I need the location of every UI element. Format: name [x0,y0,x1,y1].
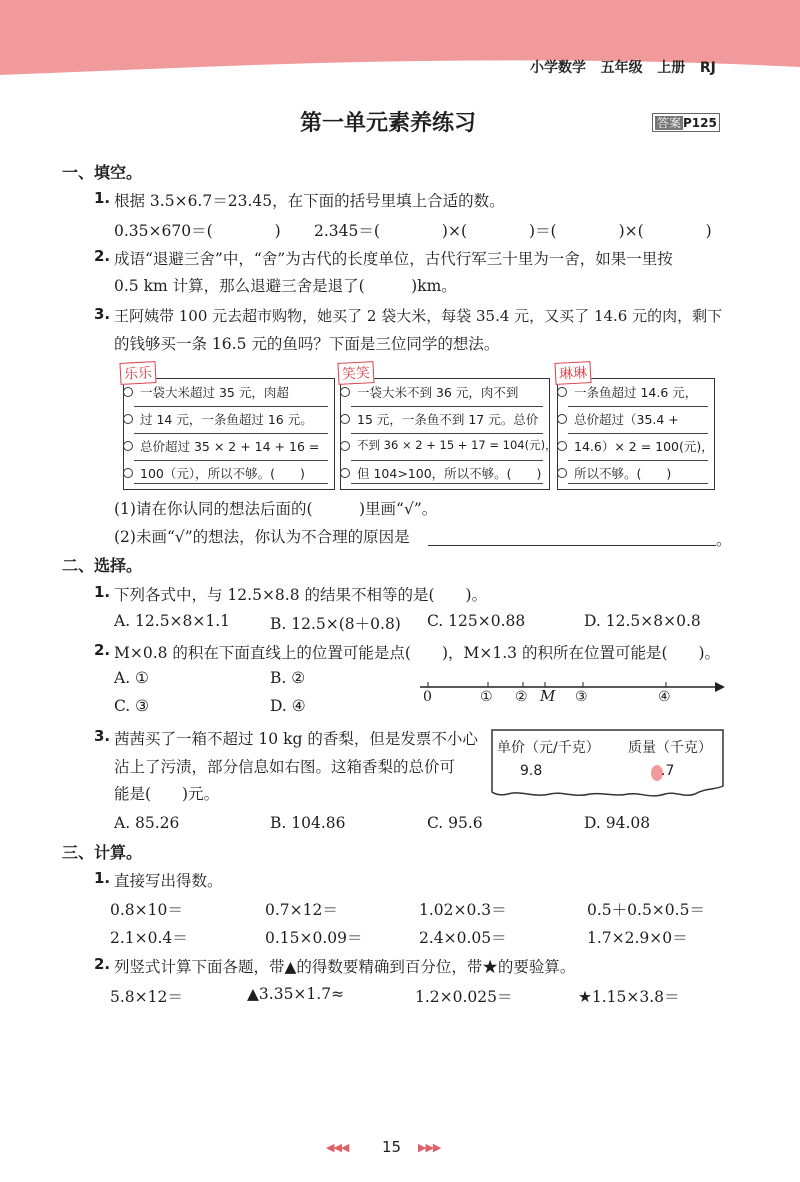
calc-item[interactable]: 1.2×0.025＝ [415,988,513,1006]
s2-q2-option-b[interactable]: B. ② [270,669,306,687]
card-line: 14.6）× 2 = 100(元)， [574,439,714,454]
header-info [530,57,716,77]
footer-left-arrows: ◀◀◀ [326,1141,349,1154]
invoice-price-value: 9.8 [520,763,543,779]
card-line: 不到 36 × 2 + 15 + 17 = 104(元)， [357,438,557,452]
card-line: 总价超过 35 × 2 + 14 + 16 = [140,439,320,454]
answer-reference[interactable] [652,113,720,132]
s2-q1-option-b[interactable]: B. 12.5×(8＋0.8) [270,615,401,633]
s3-q2-text: 列竖式计算下面各题，带▲的得数要精确到百分位，带★的要验算。 [114,958,576,976]
calc-item[interactable]: ★1.15×3.8＝ [578,988,680,1006]
s2-q3-line3: 能是( )元。 [114,785,220,803]
line-label-m: M [540,687,556,705]
s2-q3-number: 3. [94,727,111,745]
s1-q3-line1: 王阿姨带 100 元去超市购物，她买了 2 袋大米，每袋 35.4 元，又买了 14.6 元的肉，剩下 [114,307,723,325]
invoice-header-price: 单价（元/千克） [497,740,600,756]
answer-page: P125 [683,116,717,130]
s1-q3-line2: 的钱够买一条 16.5 元的鱼吗？下面是三位同学的想法。 [114,335,500,353]
s2-q1-number: 1. [94,583,111,601]
calc-item[interactable]: 0.5＋0.5×0.5＝ [587,901,705,919]
s2-q1-option-c[interactable]: C. 125×0.88 [427,612,526,630]
s1-q1-number: 1. [94,189,111,207]
calc-item[interactable]: 0.15×0.09＝ [265,929,363,947]
s1-q1-a: 0.35×670＝( ) [114,222,281,240]
calc-item[interactable]: 0.8×10＝ [110,901,183,919]
answer-underline[interactable] [428,545,716,546]
invoice-header-weight: 质量（千克） [628,740,712,756]
s2-q2-option-a[interactable]: A. ① [114,669,149,687]
s1-q3-sub2: (2)未画“√”的想法，你认为不合理的原因是 [114,528,410,546]
card-line: 总价超过（35.4 + [574,412,679,427]
section2-title: 二、选择。 [62,556,143,575]
header-grade: 五年级 [600,60,643,76]
header-subject: 小学数学 [530,60,586,76]
calc-item[interactable]: 1.7×2.9×0＝ [587,929,688,947]
card-line: 所以不够。( ) [574,466,672,481]
s2-q3-option-a[interactable]: A. 85.26 [114,814,180,832]
line-label-p1: ① [480,689,493,705]
calc-item[interactable]: 5.8×12＝ [110,988,183,1006]
header-band [0,0,800,100]
s1-q2-number: 2. [94,247,111,265]
idea-card-lele [123,378,335,490]
s2-q3-option-d[interactable]: D. 94.08 [584,814,651,832]
card-line: 但 104>100，所以不够。( ) [357,466,542,481]
page-title: 第一单元素养练习 [300,111,477,136]
header-edition: RJ [699,60,716,76]
card-line: 一袋大米不到 36 元，肉不到 [357,385,519,400]
calc-item[interactable]: ▲3.35×1.7≈ [247,985,345,1003]
footer-right-arrows: ▶▶▶ [418,1141,441,1154]
s1-q3-sub2-end: 。 [716,531,732,549]
s1-q3-number: 3. [94,305,111,323]
s2-q3-option-c[interactable]: C. 95.6 [427,814,483,832]
card-line: 一条鱼超过 14.6 元， [574,385,698,400]
invoice-weight-value: .7 [661,763,675,779]
card-line: 100（元），所以不够。( ) [140,466,305,481]
calc-item[interactable]: 0.7×12＝ [265,901,338,919]
card-line: 15 元，一条鱼不到 17 元。总价 [357,412,539,427]
card-name-lele: 乐乐 [119,361,156,385]
line-label-p4: ④ [658,689,671,705]
card-line: 过 14 元，一条鱼超过 16 元。 [140,412,313,427]
s2-q1-text: 下列各式中，与 12.5×8.8 的结果不相等的是( )。 [114,586,488,604]
calc-item[interactable]: 1.02×0.3＝ [419,901,507,919]
s1-q3-sub1: (1)请在你认同的想法后面的( )里画“√”。 [114,500,438,518]
section1-title: 一、填空。 [62,163,143,182]
s2-q2-option-c[interactable]: C. ③ [114,697,150,715]
section3-title: 三、计算。 [62,843,143,862]
card-name-xiaoxiao: 笑笑 [337,361,374,385]
idea-card-xiaoxiao [340,378,557,490]
s2-q3-line2: 沾上了污渍，部分信息如右图。这箱香梨的总价可 [114,758,456,776]
answer-label: 答案 [657,116,682,130]
s3-q1-text: 直接写出得数。 [114,872,223,890]
s1-q2-line2: 0.5 km 计算，那么退避三舍是退了( )km。 [114,277,457,295]
s2-q3-line1: 茜茜买了一箱不超过 10 kg 的香梨，但是发票不小心 [114,730,478,748]
card-name-linlin: 琳琳 [554,361,591,385]
line-label-p2: ② [515,689,528,705]
calc-item[interactable]: 2.4×0.05＝ [419,929,507,947]
s1-q1-b: 2.345＝( )×( )＝( )×( ) [314,222,712,240]
line-label-zero: 0 [423,689,432,705]
s2-q1-option-d[interactable]: D. 12.5×8×0.8 [584,612,701,630]
line-label-p3: ③ [575,689,588,705]
number-line [415,675,730,715]
s2-q2-text: M×0.8 的积在下面直线上的位置可能是点( )，M×1.3 的积所在位置可能是( )。 [114,644,721,662]
calc-item[interactable]: 2.1×0.4＝ [110,929,188,947]
s2-q2-number: 2. [94,641,111,659]
s2-q3-option-b[interactable]: B. 104.86 [270,814,346,832]
card-line: 一袋大米超过 35 元，肉超 [140,385,289,400]
s3-q2-number: 2. [94,955,111,973]
s1-q2-line1: 成语“退避三舍”中，“舍”为古代的长度单位，古代行军三十里为一舍，如果一里按 [114,250,673,268]
s1-q1-text: 根据 3.5×6.7＝23.45，在下面的括号里填上合适的数。 [114,192,505,210]
header-volume: 上册 [657,60,686,76]
s2-q2-option-d[interactable]: D. ④ [270,697,306,715]
idea-card-linlin [557,378,715,490]
s2-q1-option-a[interactable]: A. 12.5×8×1.1 [114,612,231,630]
s3-q1-number: 1. [94,869,111,887]
page-number: 15 [382,1138,402,1156]
